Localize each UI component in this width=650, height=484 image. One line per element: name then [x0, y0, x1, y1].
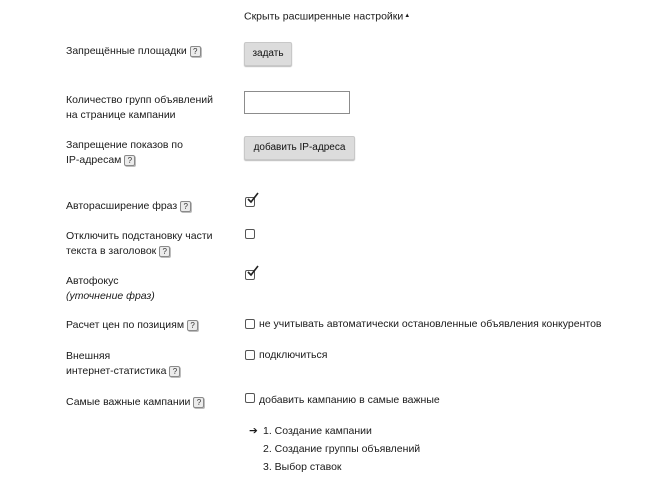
- disable-substitution-label-line2: текста в заголовок: [66, 245, 157, 257]
- group-count-label-line1: Количество групп объявлений: [66, 94, 213, 106]
- help-icon[interactable]: ?: [124, 155, 135, 166]
- disable-substitution-label: [66, 229, 213, 259]
- current-step-arrow-icon: ➔: [249, 425, 258, 437]
- help-icon[interactable]: ?: [180, 201, 191, 212]
- important-text: Самые важные кампании: [66, 396, 191, 408]
- external-stats-option-label[interactable]: подключиться: [259, 349, 328, 361]
- wizard-steps: [249, 422, 420, 476]
- hide-advanced-settings-link[interactable]: [244, 9, 410, 24]
- checkmark-icon: [247, 192, 260, 205]
- checkmark-icon: [247, 265, 260, 278]
- autoexpand-label: [66, 199, 191, 214]
- external-stats-label: [66, 349, 180, 379]
- price-calc-text: Расчет цен по позициям: [66, 319, 185, 331]
- wizard-step: [249, 458, 420, 476]
- wizard-step: [249, 440, 420, 458]
- autofocus-checkbox[interactable]: [245, 270, 255, 280]
- set-forbidden-sites-button[interactable]: задать: [244, 42, 292, 66]
- add-ip-addresses-button[interactable]: добавить IP-адреса: [244, 136, 355, 160]
- important-option-label[interactable]: добавить кампанию в самые важные: [259, 394, 440, 406]
- ip-ban-label-line2: IP-адресам: [66, 154, 122, 166]
- external-stats-checkbox[interactable]: [245, 350, 255, 360]
- group-count-label-line2: на странице кампании: [66, 109, 176, 121]
- autofocus-label-line2: (уточнение фраз): [66, 290, 155, 302]
- wizard-step-current: [249, 422, 420, 440]
- collapse-arrow-icon: ▲: [404, 13, 411, 19]
- price-calc-option-label[interactable]: не учитывать автоматически остановленные объявления конкурентов: [259, 318, 602, 330]
- autofocus-label: [66, 274, 155, 304]
- wizard-step-label: 2. Создание группы объявлений: [263, 443, 421, 455]
- help-icon[interactable]: ?: [159, 246, 170, 257]
- group-count-label: [66, 93, 213, 123]
- wizard-step-label: 3. Выбор ставок: [263, 461, 342, 473]
- autoexpand-text: Авторасширение фраз: [66, 200, 178, 212]
- help-icon[interactable]: ?: [187, 320, 198, 331]
- price-calc-checkbox[interactable]: [245, 319, 255, 329]
- important-checkbox[interactable]: [245, 393, 255, 403]
- forbidden-sites-text: Запрещённые площадки: [66, 45, 187, 57]
- disable-substitution-checkbox[interactable]: [245, 229, 255, 239]
- forbidden-sites-label: [66, 44, 201, 59]
- help-icon[interactable]: ?: [193, 397, 204, 408]
- group-count-input[interactable]: [244, 91, 350, 114]
- ip-ban-label: [66, 138, 183, 168]
- disable-substitution-label-line1: Отключить подстановку части: [66, 230, 213, 242]
- price-calc-label: [66, 318, 198, 333]
- ip-ban-label-line1: Запрещение показов по: [66, 139, 183, 151]
- wizard-step-label: 1. Создание кампании: [263, 425, 372, 437]
- help-icon[interactable]: ?: [190, 46, 201, 57]
- external-stats-label-line1: Внешняя: [66, 350, 111, 362]
- autoexpand-checkbox[interactable]: [245, 197, 255, 207]
- important-label: [66, 395, 204, 410]
- hide-advanced-settings-label: Скрыть расширенные настройки: [244, 10, 404, 23]
- autofocus-label-line1: Автофокус: [66, 275, 119, 287]
- help-icon[interactable]: ?: [169, 366, 180, 377]
- external-stats-label-line2: интернет-статистика: [66, 365, 167, 377]
